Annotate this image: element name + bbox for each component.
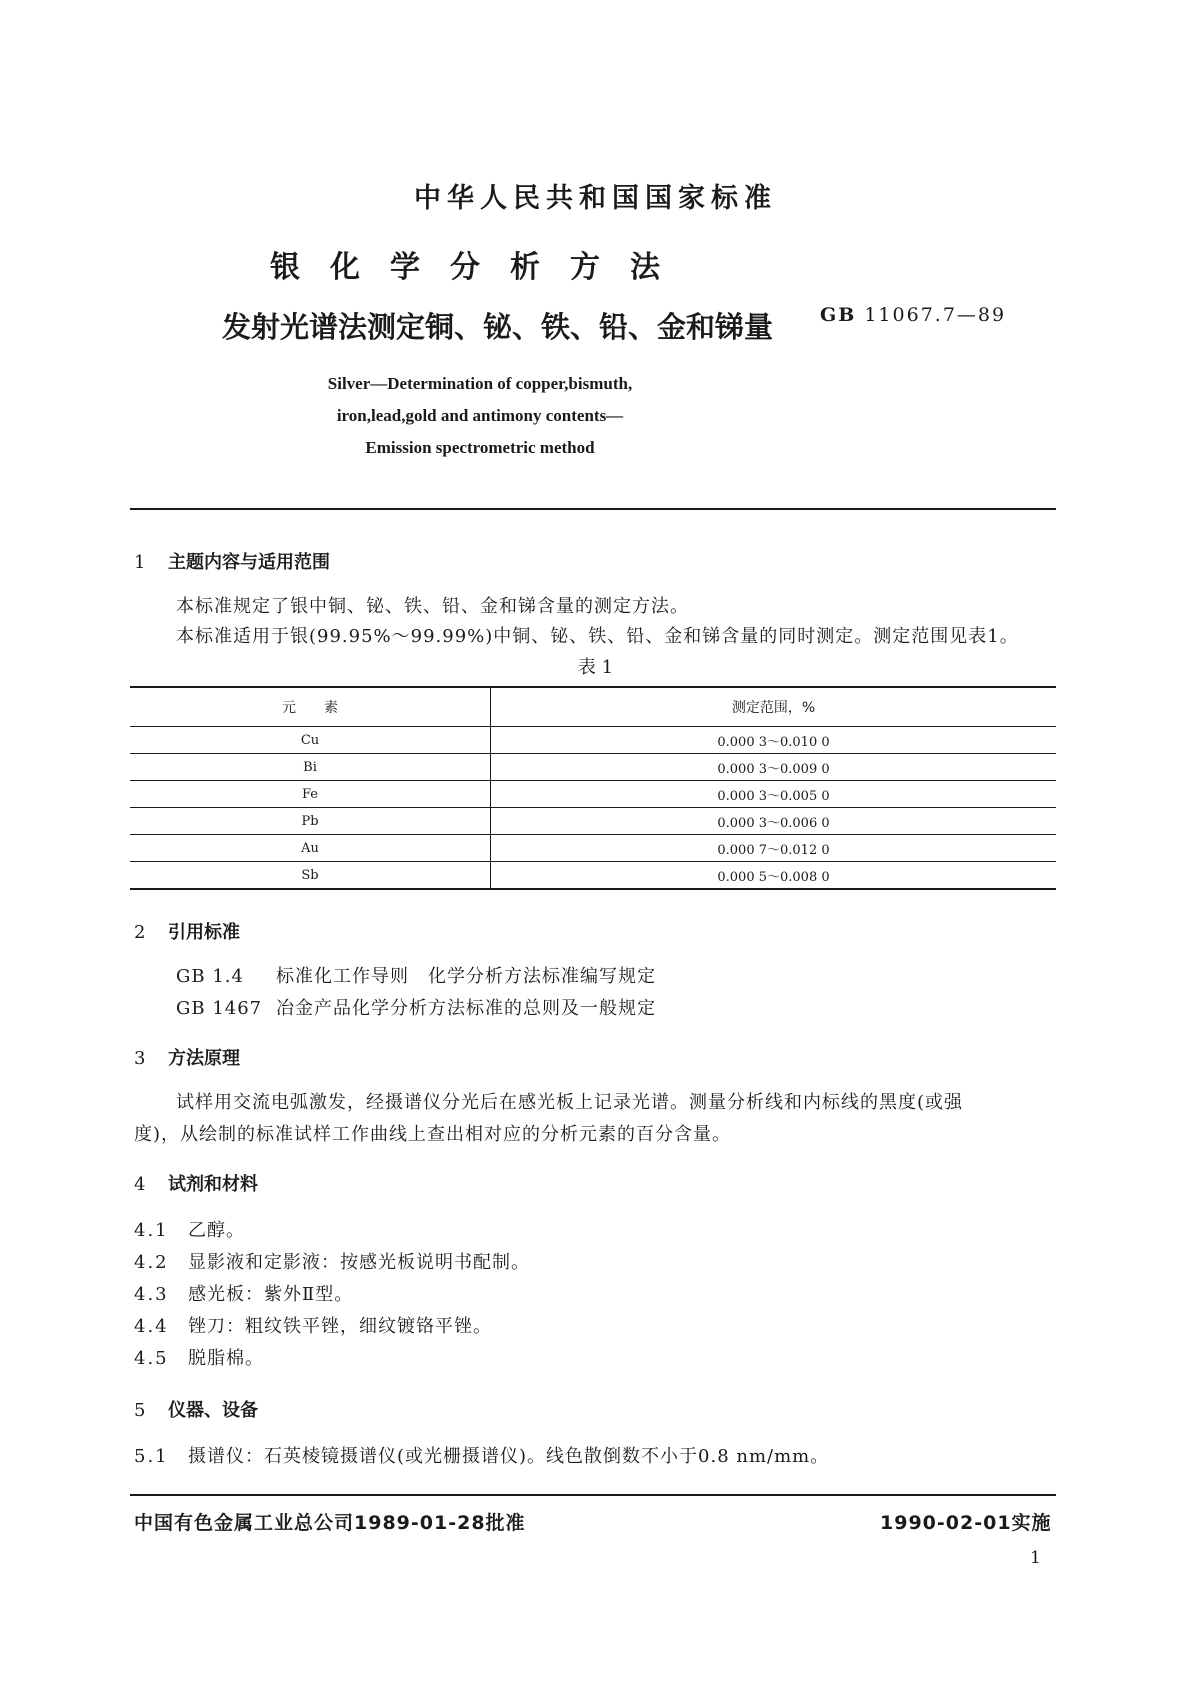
english-title [0, 368, 960, 464]
title-line-2: 发射光谱法测定铜、铋、铁、铅、金和锑量 [222, 310, 774, 344]
english-title-line-1: Silver—Determination of copper,bismuth, [327, 374, 633, 393]
section-4-title: 试剂和材料 [168, 1174, 258, 1195]
section-4-heading [134, 1170, 258, 1196]
national-standard-heading: 中华人民共和国国家标准 [414, 183, 777, 214]
list-item [134, 1280, 353, 1306]
list-item [134, 1344, 264, 1370]
standard-number: 11067.7—89 [864, 304, 1007, 326]
section-5-heading [134, 1396, 258, 1422]
table-cell-range: 0.000 3～0.009 0 [491, 754, 1057, 781]
table-row [130, 808, 1056, 835]
section-1-number: 1 [134, 552, 146, 573]
standard-prefix: GB [820, 304, 857, 326]
section-2-number: 2 [134, 922, 146, 943]
table-row [130, 754, 1056, 781]
table-cell-range: 0.000 5～0.008 0 [491, 862, 1057, 890]
table-1-caption: 表 1 [577, 657, 614, 678]
section-1-paragraph-1: 本标准规定了银中铜、铋、铁、铅、金和锑含量的测定方法。 [176, 596, 689, 617]
section-4-number: 4 [134, 1174, 146, 1195]
table-row [130, 835, 1056, 862]
table-cell-element: Bi [130, 754, 491, 781]
table-cell-range: 0.000 3～0.006 0 [491, 808, 1057, 835]
section-1-title: 主题内容与适用范围 [168, 552, 330, 573]
item-text: 摄谱仪：石英棱镜摄谱仪(或光栅摄谱仪)。线色散倒数不小于0.8 nm/mm。 [188, 1446, 830, 1467]
section-2-heading [134, 918, 240, 944]
table-cell-element: Pb [130, 808, 491, 835]
section-3-heading [134, 1044, 240, 1070]
section-3-paragraph-line-1: 试样用交流电弧激发，经摄谱仪分光后在感光板上记录光谱。测量分析线和内标线的黑度(或强 [176, 1092, 964, 1113]
table-cell-range: 0.000 3～0.005 0 [491, 781, 1057, 808]
table-cell-range: 0.000 3～0.010 0 [491, 727, 1057, 754]
section-3-number: 3 [134, 1048, 146, 1069]
item-text: 显影液和定影液：按感光板说明书配制。 [188, 1252, 530, 1273]
table-cell-element: Fe [130, 781, 491, 808]
standard-code [820, 304, 1006, 326]
item-number: 4.2 [134, 1252, 169, 1273]
list-item [134, 1248, 530, 1274]
list-item [134, 1216, 245, 1242]
section-1-paragraph-2: 本标准适用于银(99.95%～99.99%)中铜、铋、铁、铅、金和锑含量的同时测定。测定范围见表1。 [176, 626, 1019, 647]
reference-code: GB 1467 [176, 998, 263, 1019]
item-number: 4.4 [134, 1316, 169, 1337]
table-cell-element: Au [130, 835, 491, 862]
item-text: 锉刀：粗纹铁平锉，细纹镀铬平锉。 [188, 1316, 492, 1337]
page-number: 1 [1030, 1548, 1041, 1568]
table-cell-range: 0.000 7～0.012 0 [491, 835, 1057, 862]
effective-date: 1990-02-01实施 [880, 1512, 1052, 1534]
table-row [130, 781, 1056, 808]
footer-divider [130, 1494, 1056, 1496]
reference-item [176, 994, 656, 1020]
section-5-title: 仪器、设备 [168, 1400, 258, 1421]
section-2-title: 引用标准 [168, 922, 240, 943]
header-divider [130, 508, 1056, 510]
reference-text: 标准化工作导则 化学分析方法标准编写规定 [276, 966, 656, 987]
list-item [134, 1442, 829, 1468]
english-title-line-3: Emission spectrometric method [365, 438, 595, 457]
table-cell-element: Sb [130, 862, 491, 890]
item-number: 5.1 [134, 1446, 169, 1467]
approval-note: 中国有色金属工业总公司1989-01-28批准 [134, 1512, 526, 1534]
item-text: 感光板：紫外Ⅱ型。 [188, 1284, 354, 1305]
table-header-row [130, 687, 1056, 727]
item-text: 乙醇。 [188, 1220, 245, 1241]
measurement-range-table [130, 686, 1056, 890]
item-number: 4.5 [134, 1348, 169, 1369]
section-3-paragraph-line-2: 度)，从绘制的标准试样工作曲线上查出相对应的分析元素的百分含量。 [134, 1124, 732, 1145]
list-item [134, 1312, 492, 1338]
item-number: 4.1 [134, 1220, 169, 1241]
item-number: 4.3 [134, 1284, 169, 1305]
section-5-number: 5 [134, 1400, 146, 1421]
table-row [130, 862, 1056, 890]
title-line-1: 银化学分析方法 [270, 250, 690, 285]
reference-item [176, 962, 656, 988]
table-header-range: 测定范围，% [491, 687, 1057, 727]
english-title-line-2: iron,lead,gold and antimony contents— [336, 406, 624, 425]
section-1-heading [134, 548, 330, 574]
section-3-title: 方法原理 [168, 1048, 240, 1069]
table-cell-element: Cu [130, 727, 491, 754]
reference-text: 冶金产品化学分析方法标准的总则及一般规定 [276, 998, 656, 1019]
reference-code: GB 1.4 [176, 966, 244, 987]
item-text: 脱脂棉。 [188, 1348, 264, 1369]
table-row [130, 727, 1056, 754]
table-header-element: 元 素 [130, 687, 491, 727]
